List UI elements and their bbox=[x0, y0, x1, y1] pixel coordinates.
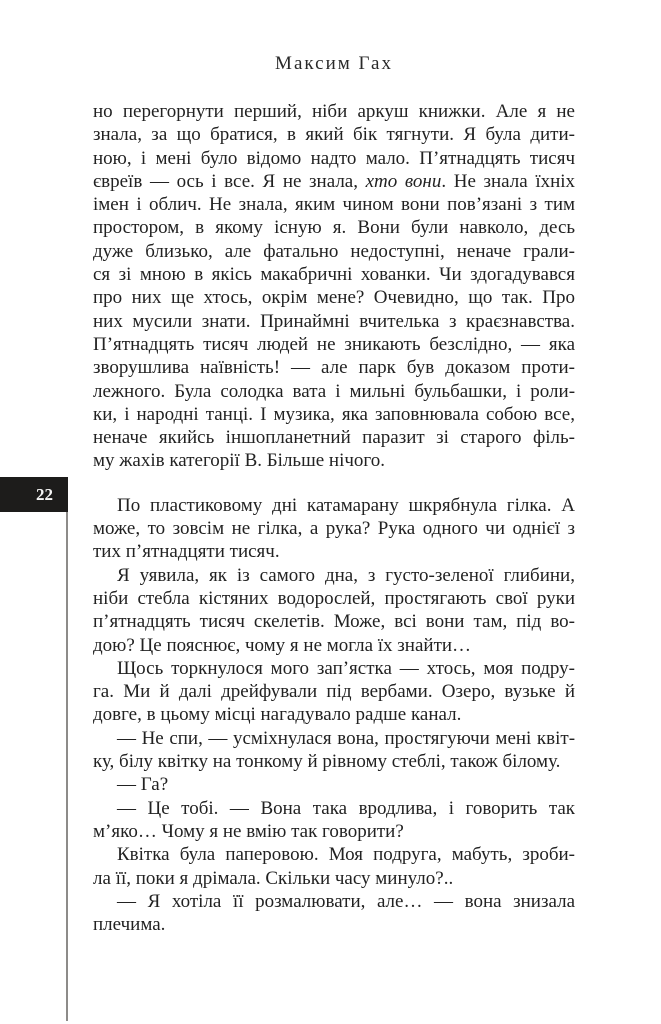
text-segment: Я уявила, як із самого дна, з густо-зеленої глибини, bbox=[117, 564, 575, 586]
text-line bbox=[93, 773, 575, 796]
text-line bbox=[93, 820, 575, 843]
text-segment: — Це тобі. — Вона така вродлива, і говорить так bbox=[117, 797, 576, 819]
text-line bbox=[93, 657, 575, 680]
text-segment: ку, білу квітку на тонкому й рівному стеблі, також білому. bbox=[93, 751, 561, 773]
text-segment: П’ятнадцять тисяч людей не зникають безслідно, — яка bbox=[93, 333, 576, 355]
text-line bbox=[93, 240, 575, 263]
body-text bbox=[93, 100, 575, 936]
text-segment: п’ятнадцять тисяч скелетів. Може, всі вони там, під во- bbox=[93, 611, 576, 633]
text-segment: м’яко… Чому я не вмію так говорити? bbox=[93, 820, 404, 842]
text-segment: му жахів категорії В. Більше нічого. bbox=[93, 450, 385, 472]
text-line bbox=[93, 170, 575, 193]
text-line bbox=[93, 494, 575, 517]
text-segment: тих п’ятнадцяти тисяч. bbox=[93, 541, 280, 563]
text-segment: євреїв — ось і все. Я не знала, bbox=[93, 170, 366, 192]
paragraph bbox=[93, 564, 575, 657]
page-number: 22 bbox=[36, 485, 53, 504]
paragraph bbox=[93, 657, 575, 727]
text-segment: дою? Це пояснює, чому я не могла їх знайти… bbox=[93, 634, 472, 656]
paragraph bbox=[93, 727, 575, 774]
text-segment: ся зі мною в якісь макабричні хованки. Чи здогадувався bbox=[93, 264, 575, 286]
paragraph bbox=[93, 773, 575, 796]
text-line bbox=[93, 587, 575, 610]
text-line bbox=[93, 147, 575, 170]
text-line bbox=[93, 380, 575, 403]
text-segment: ною, і мені було відомо надто мало. П’ятнадцять тисяч bbox=[93, 147, 576, 169]
text-segment: Квітка була паперовою. Моя подруга, мабуть, зроби- bbox=[117, 844, 575, 866]
text-line bbox=[93, 843, 575, 866]
text-line bbox=[93, 610, 575, 633]
text-line bbox=[93, 890, 575, 913]
text-line bbox=[93, 263, 575, 286]
text-line bbox=[93, 634, 575, 657]
page-number-tab bbox=[0, 477, 68, 512]
text-line bbox=[93, 564, 575, 587]
text-segment: . Не знала їхніх bbox=[441, 170, 576, 192]
text-line bbox=[93, 913, 575, 936]
text-line bbox=[93, 193, 575, 216]
paragraph bbox=[93, 494, 575, 564]
text-line bbox=[93, 286, 575, 309]
text-segment: По пластиковому дні катамарану шкрябнула гілка. А bbox=[117, 494, 575, 516]
text-line bbox=[93, 797, 575, 820]
text-line bbox=[93, 333, 575, 356]
text-segment: — Га? bbox=[117, 774, 169, 796]
text-segment: імен і облич. Не знала, яким чином вони пов’язані з тим bbox=[93, 194, 576, 216]
text-segment: Щось торкнулося мого зап’ястка — хтось, моя подру- bbox=[117, 657, 575, 679]
text-segment: лежного. Була солодка вата і мильні бульбашки, і роли- bbox=[93, 380, 576, 402]
paragraph bbox=[93, 890, 575, 937]
running-header: Максим Гах bbox=[275, 53, 393, 74]
text-line bbox=[93, 680, 575, 703]
text-segment: га. Ми й далі дрейфували під вербами. Озеро, вузьке й bbox=[93, 681, 575, 703]
text-segment: — Не спи, — усміхнулася вона, простягуючи мені квіт- bbox=[117, 727, 576, 749]
text-segment: довге, в цьому місці нагадувало радше канал. bbox=[93, 704, 462, 726]
emphasized-text: хто вони bbox=[365, 170, 442, 192]
paragraph bbox=[93, 797, 575, 844]
text-line bbox=[93, 426, 575, 449]
text-segment: знала, за що братися, в який бік тягнути. Я була дити- bbox=[93, 124, 575, 146]
text-segment: зворушлива наївність! — але парк був доказом проти- bbox=[93, 357, 575, 379]
text-line bbox=[93, 123, 575, 146]
paragraph bbox=[93, 843, 575, 890]
text-segment: ки, і народні танці. І музика, яка заповнювала собою все, bbox=[93, 403, 575, 425]
text-segment: може, то зовсім не гілка, а рука? Рука одного чи однієї з bbox=[93, 518, 575, 540]
text-line bbox=[93, 867, 575, 890]
margin-rule bbox=[66, 512, 68, 1021]
text-line bbox=[93, 356, 575, 379]
text-segment: но перегорнути перший, ніби аркуш книжки. Але я не bbox=[93, 101, 575, 122]
text-line bbox=[93, 100, 575, 123]
text-line bbox=[93, 727, 575, 750]
text-segment: ніби стебла кістяних водорослей, простягають свої руки bbox=[93, 587, 575, 609]
text-line bbox=[93, 750, 575, 773]
text-segment: дуже близько, але фатально недоступні, неначе грали- bbox=[93, 240, 575, 262]
text-segment: — Я хотіла її розмалювати, але… — вона знизала bbox=[117, 890, 576, 912]
text-segment: простором, в якому існую я. Вони були навколо, десь bbox=[93, 217, 576, 239]
text-segment: плечима. bbox=[93, 914, 166, 936]
text-line bbox=[93, 540, 575, 563]
text-line bbox=[93, 517, 575, 540]
text-line bbox=[93, 703, 575, 726]
text-segment: ла її, поки я дрімала. Скільки часу минуло?.. bbox=[93, 867, 454, 889]
paragraph bbox=[93, 100, 575, 473]
text-segment: неначе якийсь іншопланетний паразит зі старого філь- bbox=[93, 427, 576, 449]
text-line bbox=[93, 216, 575, 239]
text-segment: них мусили знати. Принаймні вчителька з краєзнавства. bbox=[93, 310, 575, 332]
text-segment: про них ще хтось, окрім мене? Очевидно, що так. Про bbox=[93, 287, 575, 309]
text-line bbox=[93, 310, 575, 333]
text-line bbox=[93, 449, 575, 472]
text-line bbox=[93, 403, 575, 426]
